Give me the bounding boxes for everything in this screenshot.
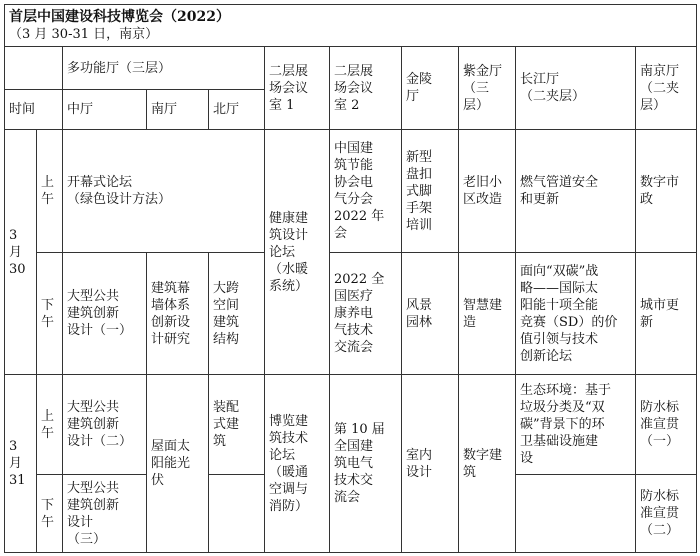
session-cell: 室内 设计 [402, 375, 459, 553]
schedule-table [4, 4, 697, 553]
title-row [5, 5, 697, 47]
session-cell: 生态环境：基于 垃圾分类及“双 碳”背景下的环 卫基础设施建 设 [516, 375, 636, 475]
page-subtitle: （3 月 30-31 日，南京） [9, 26, 159, 42]
empty-cell [209, 475, 265, 553]
session-cell: 防水标 准宣贯 （一） [636, 375, 697, 475]
day-31-label: 3 月 31 [5, 375, 37, 553]
session-cell: 第 10 届 全国建 筑电气 技术交 流会 [330, 375, 402, 553]
corner-cell [5, 47, 63, 90]
south-hall-header: 南厅 [147, 90, 209, 130]
period-pm-label: 下 午 [37, 475, 63, 553]
time-header: 时间 [5, 90, 63, 130]
session-cell: 新型 盘扣 式脚 手架 培训 [402, 130, 459, 253]
multi-hall-header: 多功能厅（三层） [63, 47, 265, 90]
changjiang-header: 长江厅 （二夹层） [516, 47, 636, 130]
day30-am-row [5, 130, 697, 253]
session-cell: 城市更 新 [636, 253, 697, 375]
session-cell: 防水标 准宣贯 （二） [636, 475, 697, 553]
session-cell: 开幕式论坛 （绿色设计方法） [63, 130, 265, 253]
session-cell: 风景 园林 [402, 253, 459, 375]
session-cell: 数字建 筑 [459, 375, 516, 553]
session-cell: 博览建 筑技术 论坛 （暖通 空调与 消防） [265, 375, 330, 553]
session-cell: 健康建 筑设计 论坛 （水暖 系统） [265, 130, 330, 375]
table-title-cell [5, 5, 697, 47]
period-am-label: 上 午 [37, 375, 63, 475]
session-cell: 2022 全 国医疗 康养电 气技术 交流会 [330, 253, 402, 375]
session-cell: 老旧小 区改造 [459, 130, 516, 253]
north-hall-header: 北厅 [209, 90, 265, 130]
session-cell: 屋面太 阳能光 伏 [147, 375, 209, 553]
room1-header: 二层展 场会议 室 1 [265, 47, 330, 130]
nanjing-header: 南京厅 （二夹 层） [636, 47, 697, 130]
session-cell: 大型公共 建筑创新 设计（一） [63, 253, 147, 375]
day30-pm-row [5, 253, 697, 375]
session-cell: 大跨 空间 建筑 结构 [209, 253, 265, 375]
empty-cell [516, 475, 636, 553]
header-row-1 [5, 47, 697, 90]
session-cell: 大型公共 建筑创新 设计（二） [63, 375, 147, 475]
jinling-header: 金陵 厅 [402, 47, 459, 130]
day31-am-row [5, 375, 697, 475]
session-cell: 燃气管道安全 和更新 [516, 130, 636, 253]
session-cell: 大型公共 建筑创新 设计 （三） [63, 475, 147, 553]
session-cell: 面向“双碳”战 略——国际太 阳能十项全能 竞赛（SD）的价 值引领与技术 创新论坛 [516, 253, 636, 375]
session-cell: 装配 式建 筑 [209, 375, 265, 475]
zijin-header: 紫金厅 （三 层） [459, 47, 516, 130]
session-cell: 智慧建 造 [459, 253, 516, 375]
session-cell: 中国建 筑节能 协会电 气分会 2022 年 会 [330, 130, 402, 253]
period-pm-label: 下 午 [37, 253, 63, 375]
session-cell: 建筑幕 墙体系 创新设 计研究 [147, 253, 209, 375]
room2-header: 二层展 场会议 室 2 [330, 47, 402, 130]
page-title: 首层中国建设科技博览会（2022） [9, 8, 230, 25]
middle-hall-header: 中厅 [63, 90, 147, 130]
session-cell: 数字市 政 [636, 130, 697, 253]
day-30-label: 3 月 30 [5, 130, 37, 375]
period-am-label: 上 午 [37, 130, 63, 253]
